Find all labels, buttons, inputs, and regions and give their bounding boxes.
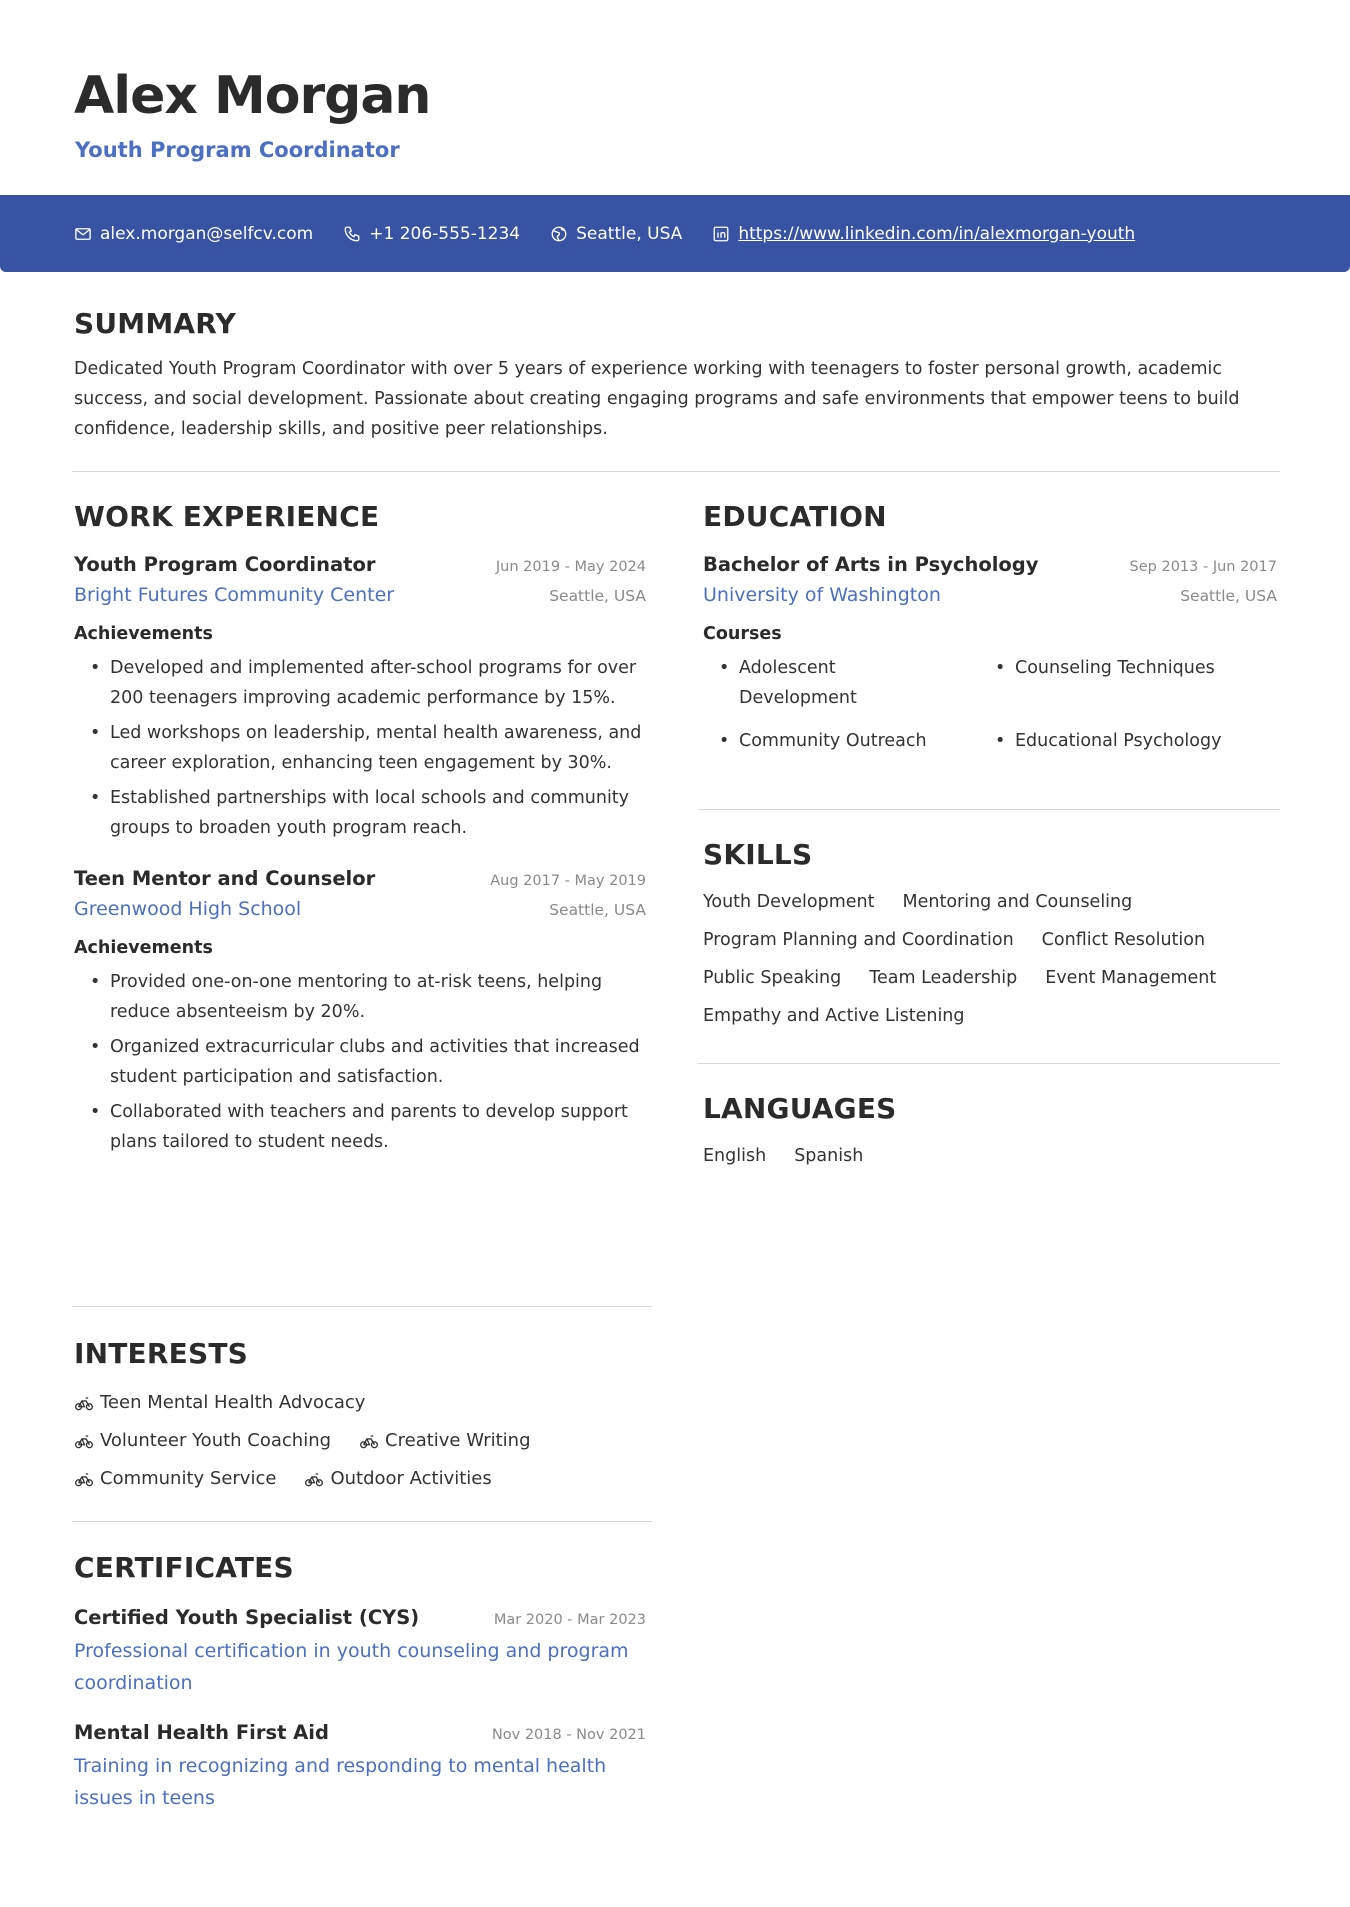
certificate-date: Mar 2020 - Mar 2023: [493, 1612, 646, 1628]
interest-item: Volunteer Youth Coaching: [74, 1422, 331, 1460]
school-name: University of Washington: [703, 584, 941, 606]
work-entry: [74, 553, 646, 843]
bike-icon: [74, 1469, 94, 1489]
summary-section: [74, 307, 1284, 444]
email-text: alex.morgan@selfcv.com: [100, 223, 314, 244]
list-item: • Community Outreach: [739, 727, 1015, 757]
degree-title: Bachelor of Arts in Psychology: [703, 553, 1039, 576]
job-date: Aug 2017 - May 2019: [490, 873, 646, 889]
bike-icon: [359, 1431, 379, 1451]
languages-title: LANGUAGES: [703, 1092, 897, 1125]
courses-list: [703, 654, 1277, 757]
language-tag: Spanish: [794, 1146, 864, 1166]
contact-location: [550, 224, 682, 244]
phone-text: +1 206-555-1234: [369, 223, 521, 244]
right-column: [703, 500, 1277, 757]
list-item: • Developed and implemented after-school programs for over 200 teenagers improving academic performance by 15%.: [110, 654, 646, 713]
certificate-title: Certified Youth Specialist (CYS): [74, 1606, 420, 1629]
certificate-desc: Professional certification in youth counseling and program coordination: [74, 1640, 629, 1694]
globe-icon: [550, 225, 568, 243]
skill-tag: Event Management: [1045, 968, 1217, 988]
skill-tag: Program Planning and Coordination: [703, 930, 1014, 950]
list-item: • Educational Psychology: [1015, 727, 1275, 757]
list-item: • Adolescent Development: [739, 654, 939, 713]
linkedin-link[interactable]: https://www.linkedin.com/in/alexmorgan-youth: [738, 223, 1136, 244]
summary-divider: [72, 471, 1280, 472]
skills-section: [703, 838, 1277, 1035]
list-item: • Counseling Techniques: [1015, 654, 1275, 713]
phone-icon: [343, 225, 361, 243]
work-divider: [72, 1306, 652, 1307]
skill-tag: Mentoring and Counseling: [902, 892, 1133, 912]
list-item: • Led workshops on leadership, mental health awareness, and career exploration, enhancing teen engagement by 30%.: [110, 719, 646, 778]
interest-item: Teen Mental Health Advocacy: [74, 1384, 365, 1422]
certificate-entry: [74, 1721, 646, 1814]
courses-heading: Courses: [703, 624, 782, 644]
skill-tag: Empathy and Active Listening: [703, 1006, 965, 1026]
summary-text: Dedicated Youth Program Coordinator with over 5 years of experience working with teenagers to foster personal growth, academic success, and social development. Passionate about creating engaging programs and safe environments that empower teens to build confidence, leadership skills, and positive peer relationships.: [74, 359, 1240, 439]
achievements-list: [74, 654, 646, 843]
skills-list: [703, 883, 1277, 1035]
certificates-title: CERTIFICATES: [74, 1551, 294, 1584]
certificates-section: [74, 1551, 646, 1814]
location-text: Seattle, USA: [576, 223, 683, 244]
job-title: Teen Mentor and Counselor: [74, 867, 376, 890]
contact-phone[interactable]: [343, 224, 520, 244]
candidate-role: Youth Program Coordinator: [75, 138, 400, 162]
achievements-heading: Achievements: [74, 938, 213, 958]
education-date: Sep 2013 - Jun 2017: [1129, 559, 1277, 575]
interests-section: [74, 1337, 646, 1498]
contact-email[interactable]: [74, 224, 313, 244]
left-column: [74, 500, 646, 1163]
languages-section: [703, 1092, 1277, 1175]
certificate-entry: [74, 1606, 646, 1699]
candidate-name: Alex Morgan: [74, 66, 431, 126]
language-tag: English: [703, 1146, 767, 1166]
contact-linkedin[interactable]: [712, 224, 1135, 244]
contact-bar: [0, 195, 1350, 272]
job-location: Seattle, USA: [549, 901, 646, 919]
list-item: • Collaborated with teachers and parents to develop support plans tailored to student needs.: [110, 1098, 646, 1157]
school-location: Seattle, USA: [1180, 587, 1277, 605]
certificate-desc: Training in recognizing and responding to mental health issues in teens: [74, 1755, 607, 1809]
education-entry: [703, 553, 1277, 757]
summary-title: SUMMARY: [74, 307, 237, 340]
skills-title: SKILLS: [703, 838, 813, 871]
job-location: Seattle, USA: [549, 587, 646, 605]
bike-icon: [74, 1393, 94, 1413]
education-divider: [698, 809, 1280, 810]
skills-divider: [698, 1063, 1280, 1064]
skill-tag: Public Speaking: [703, 968, 842, 988]
list-item: • Provided one-on-one mentoring to at-risk teens, helping reduce absenteeism by 20%.: [110, 968, 646, 1027]
mail-icon: [74, 225, 92, 243]
job-org: Greenwood High School: [74, 898, 302, 920]
bike-icon: [304, 1469, 324, 1489]
certificate-date: Nov 2018 - Nov 2021: [491, 1727, 646, 1743]
interest-item: Outdoor Activities: [304, 1460, 491, 1498]
skill-tag: Team Leadership: [869, 968, 1018, 988]
skill-tag: Conflict Resolution: [1041, 930, 1206, 950]
interests-divider: [72, 1521, 652, 1522]
skill-tag: Youth Development: [703, 892, 875, 912]
education-title: EDUCATION: [703, 500, 887, 533]
job-date: Jun 2019 - May 2024: [495, 559, 646, 575]
list-item: • Established partnerships with local schools and community groups to broaden youth program reach.: [110, 784, 646, 843]
certificate-title: Mental Health First Aid: [74, 1721, 329, 1744]
bike-icon: [74, 1431, 94, 1451]
job-title: Youth Program Coordinator: [74, 553, 376, 576]
languages-list: [703, 1137, 1277, 1175]
work-title: WORK EXPERIENCE: [74, 500, 380, 533]
interests-title: INTERESTS: [74, 1337, 248, 1370]
linkedin-icon: [712, 225, 730, 243]
list-item: • Organized extracurricular clubs and activities that increased student participation and satisfaction.: [110, 1033, 646, 1092]
work-entry: [74, 867, 646, 1157]
achievements-heading: Achievements: [74, 624, 213, 644]
interest-item: Creative Writing: [359, 1422, 530, 1460]
interest-item: Community Service: [74, 1460, 276, 1498]
achievements-list: [74, 968, 646, 1157]
job-org: Bright Futures Community Center: [74, 584, 395, 606]
